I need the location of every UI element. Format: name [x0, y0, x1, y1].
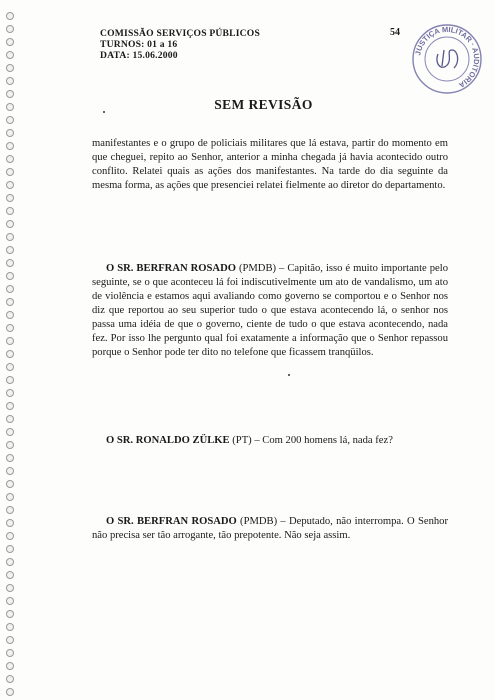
speech-text: (PMDB) – Capitão, isso é muito importante pelo seguinte, se o que aconteceu lá foi indiscutivelmente um ato de vandalismo, um ato de violência e estamos aqui avaliando como governo se comportou e o Senhor nos diz que reportou ao seu superior tudo o que estava acontecendo lá, o senhor nos passa uma idéia de que o governo, ciente de tudo o que estava acontecendo, nada fez. Por isso lhe pergunto qual foi exatamente a informação que o Senhor repassou porque o Senhor pode ter dito no telefone que ficassem tranqüilos. [92, 263, 448, 358]
binder-hole [6, 493, 14, 501]
binder-hole [6, 532, 14, 540]
page-title-text: SEM REVISÃO [214, 97, 313, 112]
speaker-name: O SR. BERFRAN ROSADO [106, 516, 237, 527]
binder-hole [6, 662, 14, 670]
binder-hole [6, 584, 14, 592]
binder-hole [6, 415, 14, 423]
speaker-name: O SR. BERFRAN ROSADO [106, 263, 236, 274]
paragraph-berfran-1 [92, 262, 448, 360]
binder-hole [6, 402, 14, 410]
speech-text: (PT) – Com 200 homens lá, nada fez? [229, 435, 393, 446]
binder-hole [6, 649, 14, 657]
binder-hole [6, 350, 14, 358]
speck [103, 111, 105, 113]
binder-hole [6, 545, 14, 553]
binder-hole [6, 142, 14, 150]
binder-hole [6, 337, 14, 345]
paragraph-continuation: manifestantes e o grupo de policiais militares que lá estava, partir do momento em que cheguei, repito ao Senhor, anterior a minha chegada já havia acontecido outro conflito. Relatei quais as ações dos manifestantes. Na tarde do dia seguinte da mesma forma, as ações que presenciei relatei fielmente ao diretor do departamento. [92, 138, 448, 191]
page-title [0, 97, 495, 113]
binder-hole [6, 675, 14, 683]
binder-hole [6, 272, 14, 280]
binder-hole [6, 389, 14, 397]
speaker-name: O SR. RONALDO ZÜLKE [106, 435, 230, 446]
binder-hole [6, 610, 14, 618]
binder-hole [6, 454, 14, 462]
paragraph-ronaldo [92, 434, 448, 448]
document-header [100, 28, 260, 61]
binder-hole [6, 12, 14, 20]
binder-hole [6, 467, 14, 475]
binder-hole [6, 51, 14, 59]
binder-hole [6, 220, 14, 228]
binder-hole [6, 77, 14, 85]
stamp-text: JUSTIÇA MILITAR · AUDITORIA [413, 24, 482, 90]
binder-hole [6, 207, 14, 215]
binder-hole [6, 376, 14, 384]
header-commission: COMISSÃO SERVIÇOS PÚBLICOS [100, 28, 260, 39]
binder-hole [6, 246, 14, 254]
binder-hole [6, 311, 14, 319]
paragraph-berfran-2 [92, 515, 448, 543]
court-stamp-icon [408, 20, 486, 98]
header-date: DATA: 15.06.2000 [100, 50, 178, 61]
binder-hole [6, 636, 14, 644]
binder-hole [6, 25, 14, 33]
binder-hole [6, 324, 14, 332]
binder-hole [6, 64, 14, 72]
page-number: 54 [390, 27, 400, 38]
binder-hole [6, 363, 14, 371]
binder-hole [6, 571, 14, 579]
binder-hole [6, 506, 14, 514]
binder-hole [6, 623, 14, 631]
binder-hole [6, 480, 14, 488]
binder-hole [6, 38, 14, 46]
binder-hole [6, 116, 14, 124]
binder-hole [6, 688, 14, 696]
binder-hole [6, 597, 14, 605]
speck [288, 374, 290, 376]
header-shifts: TURNOS: 01 a 16 [100, 39, 178, 50]
binder-hole [6, 298, 14, 306]
binder-hole [6, 155, 14, 163]
binder-hole [6, 285, 14, 293]
binder-hole [6, 168, 14, 176]
binder-hole [6, 259, 14, 267]
binder-hole [6, 194, 14, 202]
binder-hole [6, 233, 14, 241]
speech-text: (PMDB) – Deputado, não interrompa. O Senhor não precisa ser tão arrogante, tão prepotente. Não seja assim. [92, 516, 448, 541]
binder-hole [6, 441, 14, 449]
binder-hole [6, 129, 14, 137]
binder-hole [6, 558, 14, 566]
binder-hole [6, 428, 14, 436]
binder-hole [6, 181, 14, 189]
binder-hole [6, 519, 14, 527]
